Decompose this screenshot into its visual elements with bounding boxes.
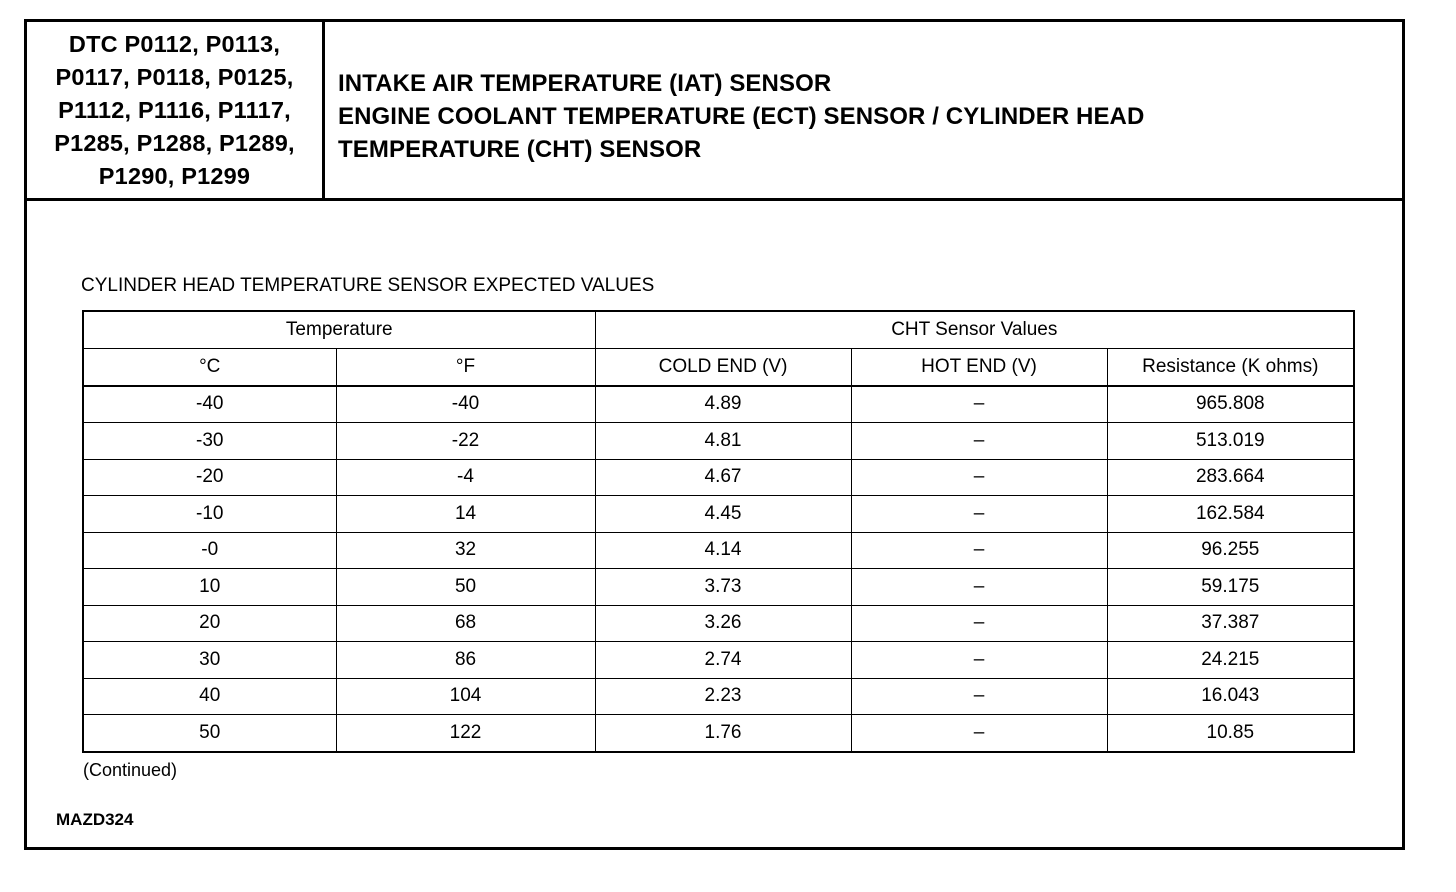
table-row <box>83 459 1354 496</box>
title-line-ect: ENGINE COOLANT TEMPERATURE (ECT) SENSOR / CYLINDER HEAD <box>338 103 1145 130</box>
cht-values-group-header: CHT Sensor Values <box>595 311 1354 349</box>
dtc-codes: DTC P0112, P0113, P0117, P0118, P0125, P1112, P1116, P1117, P1285, P1288, P1289, P1290, P1299 <box>54 30 295 189</box>
col-header-cold-end: COLD END (V) <box>595 349 851 386</box>
cell-celsius: -30 <box>83 423 336 460</box>
continued-note: (Continued) <box>83 760 178 780</box>
table-row <box>83 423 1354 460</box>
cell-celsius: 20 <box>83 605 336 642</box>
cell-cold-end: 2.74 <box>595 642 851 679</box>
figure-id: MAZD324 <box>56 810 134 829</box>
cell-resistance: 16.043 <box>1107 678 1354 715</box>
cell-fahrenheit: -4 <box>336 459 595 496</box>
cell-celsius: 50 <box>83 715 336 752</box>
cell-celsius: 30 <box>83 642 336 679</box>
cell-resistance: 24.215 <box>1107 642 1354 679</box>
col-header-resistance: Resistance (K ohms) <box>1107 349 1354 386</box>
cell-celsius: 10 <box>83 569 336 606</box>
cell-celsius: -10 <box>83 496 336 533</box>
table-row <box>83 532 1354 569</box>
cell-hot-end: – <box>851 496 1107 533</box>
table-row <box>83 642 1354 679</box>
cell-fahrenheit: 86 <box>336 642 595 679</box>
cell-hot-end: – <box>851 605 1107 642</box>
table-row <box>83 386 1354 423</box>
table-caption: CYLINDER HEAD TEMPERATURE SENSOR EXPECTED VALUES <box>81 275 655 296</box>
cell-hot-end: – <box>851 532 1107 569</box>
cell-resistance: 283.664 <box>1107 459 1354 496</box>
cell-hot-end: – <box>851 678 1107 715</box>
table-row <box>83 678 1354 715</box>
table-row <box>83 569 1354 606</box>
cell-fahrenheit: 122 <box>336 715 595 752</box>
col-header-hot-end: HOT END (V) <box>851 349 1107 386</box>
table-body <box>83 386 1354 752</box>
table-row <box>83 605 1354 642</box>
cell-fahrenheit: 32 <box>336 532 595 569</box>
cell-cold-end: 1.76 <box>595 715 851 752</box>
cell-cold-end: 3.26 <box>595 605 851 642</box>
cell-resistance: 59.175 <box>1107 569 1354 606</box>
cell-resistance: 162.584 <box>1107 496 1354 533</box>
title-line-cht: TEMPERATURE (CHT) SENSOR <box>338 136 702 163</box>
cell-celsius: 40 <box>83 678 336 715</box>
title-box <box>338 67 1144 166</box>
group-header-row <box>83 311 1354 349</box>
cell-cold-end: 4.89 <box>595 386 851 423</box>
column-header-row <box>83 349 1354 386</box>
cell-hot-end: – <box>851 423 1107 460</box>
cell-cold-end: 3.73 <box>595 569 851 606</box>
cell-celsius: -40 <box>83 386 336 423</box>
cell-hot-end: – <box>851 715 1107 752</box>
cell-cold-end: 4.45 <box>595 496 851 533</box>
dtc-box <box>27 22 325 198</box>
cell-resistance: 37.387 <box>1107 605 1354 642</box>
cell-hot-end: – <box>851 386 1107 423</box>
title-line-iat: INTAKE AIR TEMPERATURE (IAT) SENSOR <box>338 70 832 97</box>
cell-resistance: 10.85 <box>1107 715 1354 752</box>
cell-fahrenheit: 104 <box>336 678 595 715</box>
cell-cold-end: 4.14 <box>595 532 851 569</box>
cell-fahrenheit: 68 <box>336 605 595 642</box>
col-header-celsius: °C <box>83 349 336 386</box>
cell-cold-end: 4.67 <box>595 459 851 496</box>
table-row <box>83 496 1354 533</box>
cell-resistance: 513.019 <box>1107 423 1354 460</box>
cell-celsius: -20 <box>83 459 336 496</box>
cell-hot-end: – <box>851 459 1107 496</box>
cell-resistance: 96.255 <box>1107 532 1354 569</box>
cell-fahrenheit: -40 <box>336 386 595 423</box>
cell-celsius: -0 <box>83 532 336 569</box>
cell-fahrenheit: -22 <box>336 423 595 460</box>
cell-fahrenheit: 50 <box>336 569 595 606</box>
cell-cold-end: 4.81 <box>595 423 851 460</box>
header <box>27 22 1402 201</box>
cht-values-table <box>82 310 1355 753</box>
cell-hot-end: – <box>851 569 1107 606</box>
cell-fahrenheit: 14 <box>336 496 595 533</box>
table-row <box>83 715 1354 752</box>
col-header-fahrenheit: °F <box>336 349 595 386</box>
cell-cold-end: 2.23 <box>595 678 851 715</box>
temperature-group-header: Temperature <box>83 311 595 349</box>
document-frame <box>24 19 1405 850</box>
cell-hot-end: – <box>851 642 1107 679</box>
cell-resistance: 965.808 <box>1107 386 1354 423</box>
